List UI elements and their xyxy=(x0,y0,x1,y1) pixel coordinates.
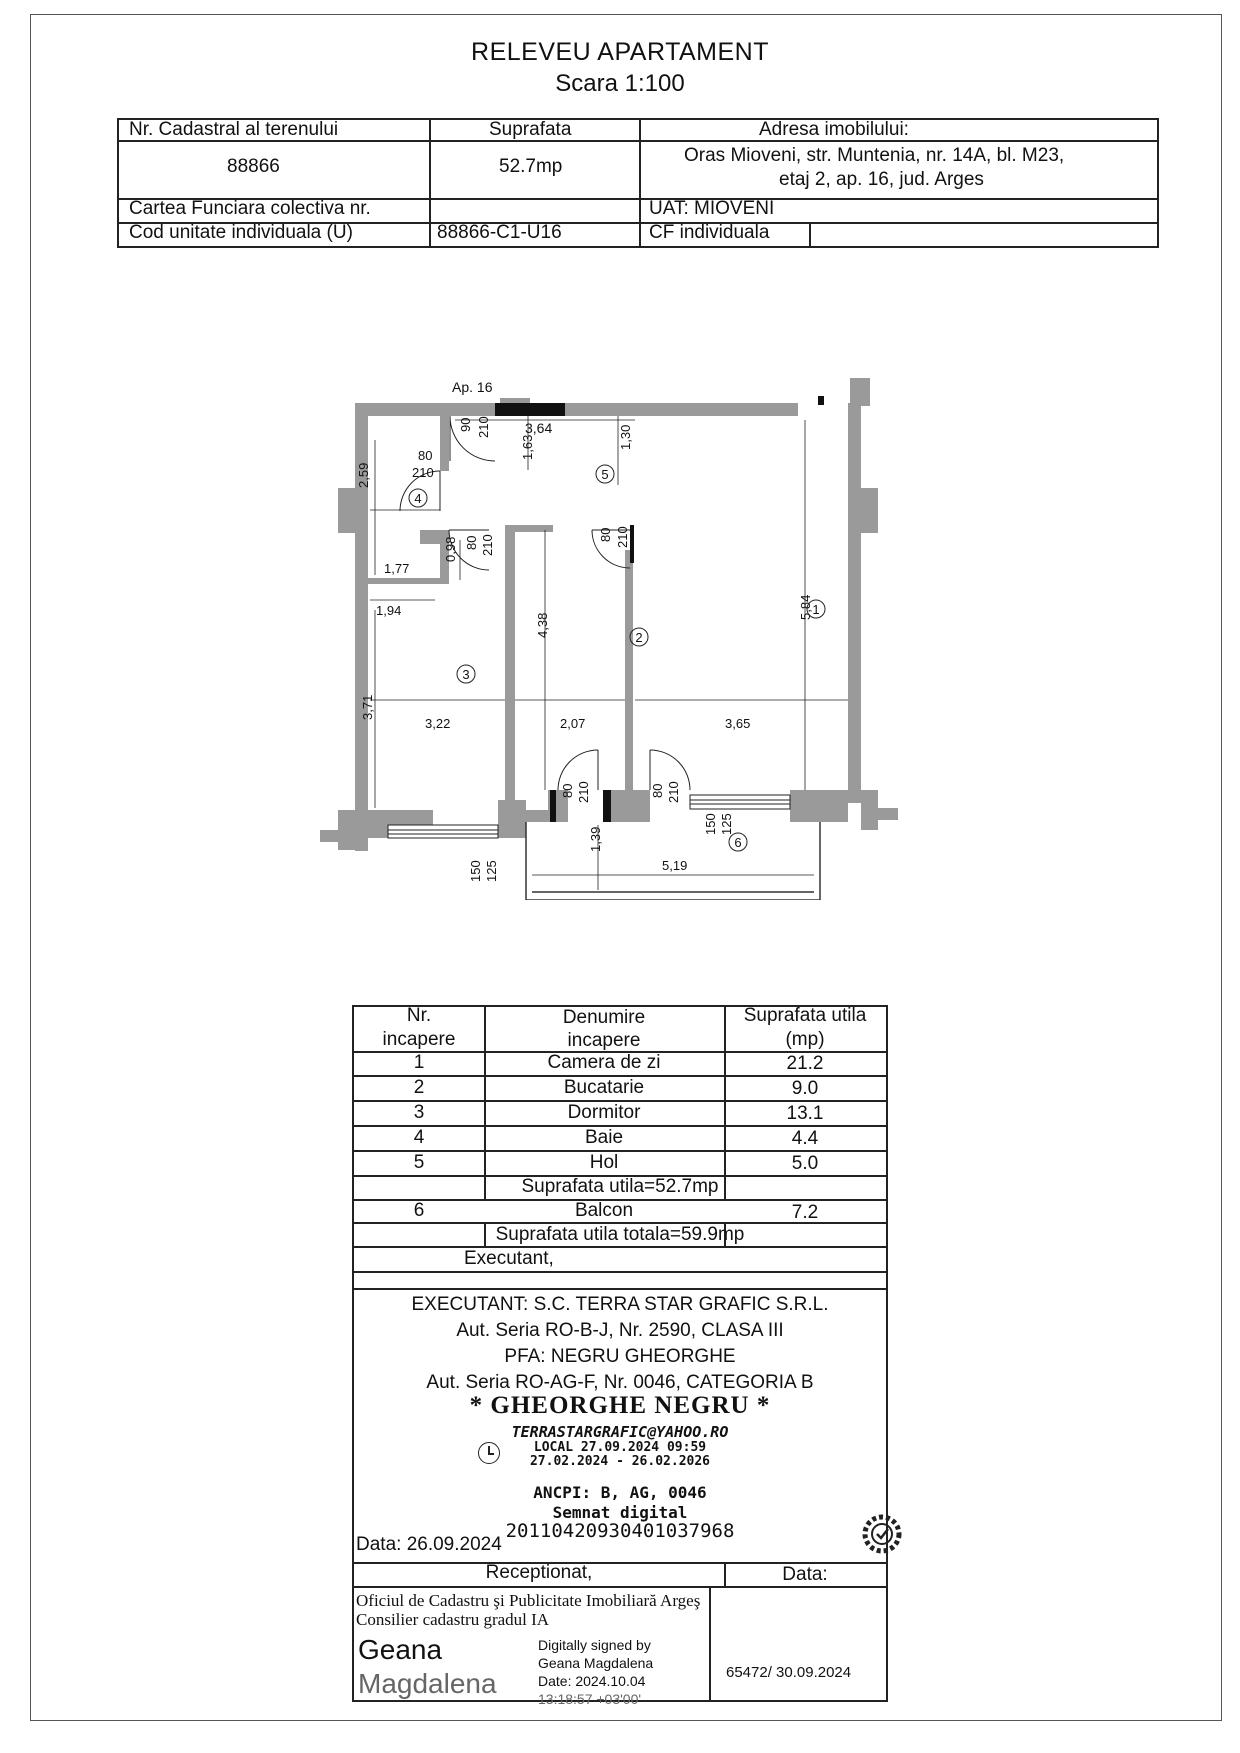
cf-colectiva-label: Cartea Funciara colectiva nr. xyxy=(129,198,371,219)
office-name: Oficiul de Cadastru şi Publicitate Imobiliară Argeş xyxy=(356,1591,701,1610)
signer-name-last: Magdalena xyxy=(358,1668,497,1699)
liv-bal-door-width: 80 xyxy=(650,783,665,798)
registration-number: 65472/ 30.09.2024 xyxy=(726,1664,852,1681)
ancpi: ANCPI: B, AG, 0046 xyxy=(533,1483,707,1502)
room-number-4: 4 xyxy=(414,491,422,506)
col-name-sub: incapere xyxy=(567,1030,641,1051)
cod-unitate-value: 88866-C1-U16 xyxy=(437,222,562,243)
living-door-width: 80 xyxy=(598,527,613,542)
cod-unitate-label: Cod unitate individuala (U) xyxy=(129,222,353,243)
room-number-1: 1 xyxy=(812,602,820,617)
dim-bath-height: 2,59 xyxy=(356,462,371,488)
document-title: RELEVEU APARTAMENT xyxy=(471,38,769,66)
row-name: Bucatarie xyxy=(563,1077,645,1098)
cf-individuala-label: CF individuala xyxy=(649,222,770,243)
sig-line3: Date: 2024.10.04 xyxy=(538,1673,646,1689)
bed-window-height: 125 xyxy=(484,860,499,882)
kit-bal-door-width: 80 xyxy=(560,783,575,798)
serial-number: 20110420930401037968 xyxy=(505,1520,735,1542)
row-name: Camera de zi xyxy=(547,1052,661,1073)
row-area: 13.1 xyxy=(786,1103,824,1124)
balcony-area: 7.2 xyxy=(791,1202,819,1223)
address-line2: etaj 2, ap. 16, jud. Arges xyxy=(779,169,984,190)
row-area: 5.0 xyxy=(791,1153,819,1174)
surface-value: 52.7mp xyxy=(499,156,563,177)
stamp-name: * GHEORGHE NEGRU * xyxy=(469,1392,771,1419)
col-nr: Nr. xyxy=(406,1005,432,1026)
sig-line4: 13:18:57 +03'00' xyxy=(538,1691,642,1707)
cadastral-number: 88866 xyxy=(227,156,280,177)
row-area: 9.0 xyxy=(791,1078,819,1099)
sig-line1: Digitally signed by xyxy=(538,1637,651,1653)
row-name: Hol xyxy=(589,1152,619,1173)
header-table xyxy=(117,118,1159,248)
room-number-3: 3 xyxy=(462,667,470,682)
row-area: 4.4 xyxy=(791,1128,819,1149)
row-area: 21.2 xyxy=(786,1053,824,1074)
executant-date: Data: 26.09.2024 xyxy=(356,1534,502,1555)
row-nr: 1 xyxy=(413,1052,425,1073)
row-nr: 3 xyxy=(413,1102,425,1123)
bed-window-width: 150 xyxy=(468,860,483,882)
sig-line2: Geana Magdalena xyxy=(538,1655,654,1671)
dim-1-30: 1,30 xyxy=(618,424,633,450)
kit-bal-door-height: 210 xyxy=(576,781,591,803)
subtotal-row: Suprafata utila=52.7mp xyxy=(521,1176,719,1197)
floor-plan xyxy=(300,370,1000,900)
header-col3: Adresa imobilului: xyxy=(759,119,909,140)
executant-line3: PFA: NEGRU GHEORGHE xyxy=(504,1346,736,1367)
dim-living-width: 3,65 xyxy=(725,716,751,731)
col-area: Suprafata utila xyxy=(743,1005,867,1026)
stamp-email: TERRASTARGRAFIC@YAHOO.RO xyxy=(511,1423,729,1441)
dim-living-depth: 5,84 xyxy=(798,594,813,620)
col-name: Denumire xyxy=(562,1007,646,1028)
row-nr: 5 xyxy=(413,1152,425,1173)
liv-window-width: 150 xyxy=(703,813,718,835)
executant-label: Executant, xyxy=(464,1248,554,1269)
entry-door-height: 210 xyxy=(476,416,491,438)
signer-name-first: Geana xyxy=(358,1634,443,1665)
dim-kitchen-width: 2,07 xyxy=(560,716,586,731)
executant-line4: Aut. Seria RO-AG-F, Nr. 0046, CATEGORIA B xyxy=(426,1372,814,1393)
row-name: Baie xyxy=(584,1127,624,1148)
row-nr: 2 xyxy=(413,1077,425,1098)
row-nr: 4 xyxy=(413,1127,425,1148)
dim-bath-width: 1,77 xyxy=(384,561,410,576)
dim-0-98: 0,98 xyxy=(443,536,458,562)
bath-door-height: 210 xyxy=(412,465,434,480)
row-name: Dormitor xyxy=(567,1102,641,1123)
address-line1: Oras Mioveni, str. Muntenia, nr. 14A, bl. M23, xyxy=(684,145,1065,166)
uat-label: UAT: MIOVENI xyxy=(649,198,775,219)
total-row: Suprafata utila totala=59.9mp xyxy=(495,1224,745,1245)
dim-balcony-width: 5,19 xyxy=(662,858,688,873)
digital-signature-block xyxy=(538,1636,653,1708)
apartment-label: Ap. 16 xyxy=(452,379,493,395)
dim-balcony-depth: 1,39 xyxy=(588,826,603,852)
entry-door-width: 90 xyxy=(458,417,473,432)
rooms-table xyxy=(352,1005,888,1290)
liv-window-height: 125 xyxy=(719,813,734,835)
room-number-6: 6 xyxy=(734,835,742,850)
document-scale: Scara 1:100 xyxy=(555,70,685,97)
dim-bedroom-width: 3,22 xyxy=(425,716,451,731)
col-nr-sub: incapere xyxy=(382,1029,456,1050)
semnat-digital: Semnat digital xyxy=(552,1503,688,1522)
balcony-nr: 6 xyxy=(413,1200,425,1221)
living-door-height: 210 xyxy=(615,526,630,548)
door-thresholds xyxy=(495,396,824,822)
dim-hol-width: 3,64 xyxy=(525,420,553,436)
digital-seal-icon xyxy=(860,1512,904,1556)
receptionat-label: Receptionat, xyxy=(485,1562,593,1583)
balcony-name: Balcon xyxy=(574,1200,634,1221)
room-number-2: 2 xyxy=(635,630,643,645)
dim-bedroom-depth: 3,71 xyxy=(360,694,375,720)
bed-door-height: 210 xyxy=(480,534,495,556)
room-number-5: 5 xyxy=(601,467,609,482)
col-area-sub: (mp) xyxy=(785,1029,825,1050)
executant-line2: Aut. Seria RO-B-J, Nr. 2590, CLASA III xyxy=(456,1320,784,1341)
office-role: Consilier cadastru gradul IA xyxy=(356,1610,550,1629)
reception-box xyxy=(352,1562,888,1707)
stamp-validity: 27.02.2024 - 26.02.2026 xyxy=(529,1454,710,1469)
bed-door-width: 80 xyxy=(464,535,479,550)
dim-1-94: 1,94 xyxy=(376,603,402,618)
header-col1: Nr. Cadastral al terenului xyxy=(129,119,339,140)
dim-kitchen-depth: 4,38 xyxy=(535,612,550,638)
stamp-local: LOCAL 27.09.2024 09:59 xyxy=(533,1440,707,1455)
liv-bal-door-height: 210 xyxy=(666,781,681,803)
header-col2: Suprafata xyxy=(489,119,572,140)
executant-line1: EXECUTANT: S.C. TERRA STAR GRAFIC S.R.L. xyxy=(411,1294,829,1315)
dim-hol-depth: 1,63 xyxy=(520,434,535,460)
data-label: Data: xyxy=(782,1564,828,1585)
bath-door-width: 80 xyxy=(418,448,433,463)
